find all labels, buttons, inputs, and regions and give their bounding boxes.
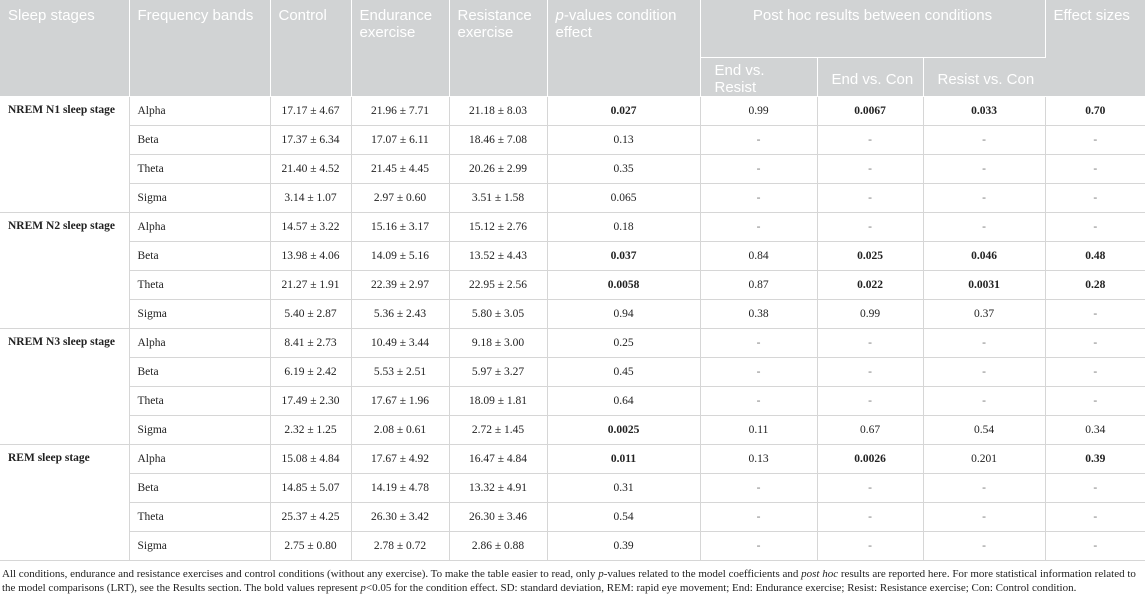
footnote-p1: p [598,568,604,580]
cell-resist-vs-con: - [923,213,1045,242]
table-row [0,242,1145,271]
cell-end-vs-resist: 0.38 [700,300,817,329]
cell-frequency-band: Theta [129,155,270,184]
cell-pvalue: 0.94 [547,300,700,329]
cell-frequency-band: Sigma [129,184,270,213]
cell-control: 25.37 ± 4.25 [270,503,351,532]
cell-endurance: 14.19 ± 4.78 [351,474,449,503]
header-pvalues-rest: -values condition effect [555,7,677,41]
cell-effect-size: 0.28 [1045,271,1145,300]
cell-control: 3.14 ± 1.07 [270,184,351,213]
cell-resist-vs-con: 0.37 [923,300,1045,329]
cell-resist-vs-con: - [923,532,1045,561]
footnote-part4: <0.05 for the condition effect. SD: standard deviation, REM: rapid eye movement; End: Endurance exercise; Resist: Resistance exercise; Con: Control condition. [365,582,1077,594]
header-resist-vs-con: Resist vs. Con [923,58,1045,97]
cell-effect-size: - [1045,155,1145,184]
cell-end-vs-con: 0.99 [817,300,923,329]
cell-end-vs-resist: - [700,126,817,155]
header-sleep-stages: Sleep stages [0,0,129,97]
cell-control: 14.85 ± 5.07 [270,474,351,503]
cell-control: 8.41 ± 2.73 [270,329,351,358]
header-resistance: Resistance exercise [449,0,547,97]
cell-resistance: 3.51 ± 1.58 [449,184,547,213]
cell-frequency-band: Alpha [129,445,270,474]
cell-frequency-band: Theta [129,387,270,416]
cell-frequency-band: Beta [129,358,270,387]
cell-frequency-band: Beta [129,474,270,503]
table-row [0,387,1145,416]
cell-pvalue: 0.25 [547,329,700,358]
cell-end-vs-resist: - [700,358,817,387]
cell-resistance: 15.12 ± 2.76 [449,213,547,242]
table-row [0,184,1145,213]
table-row [0,213,1145,242]
cell-pvalue: 0.18 [547,213,700,242]
cell-pvalue: 0.037 [547,242,700,271]
table-row [0,126,1145,155]
cell-pvalue: 0.45 [547,358,700,387]
cell-resist-vs-con: - [923,155,1045,184]
cell-pvalue: 0.64 [547,387,700,416]
cell-endurance: 2.78 ± 0.72 [351,532,449,561]
cell-resistance: 9.18 ± 3.00 [449,329,547,358]
cell-frequency-band: Alpha [129,97,270,126]
cell-end-vs-resist: 0.99 [700,97,817,126]
cell-resist-vs-con: 0.033 [923,97,1045,126]
cell-endurance: 21.45 ± 4.45 [351,155,449,184]
cell-frequency-band: Sigma [129,416,270,445]
cell-resistance: 22.95 ± 2.56 [449,271,547,300]
cell-end-vs-con: - [817,358,923,387]
header-effect-sizes: Effect sizes [1045,0,1145,97]
table-header [0,0,1145,97]
header-control: Control [270,0,351,97]
cell-resistance: 5.97 ± 3.27 [449,358,547,387]
cell-effect-size: - [1045,213,1145,242]
cell-end-vs-resist: - [700,155,817,184]
cell-resist-vs-con: - [923,184,1045,213]
table-footnote [0,561,1145,595]
cell-end-vs-con: - [817,184,923,213]
cell-end-vs-con: 0.025 [817,242,923,271]
cell-frequency-band: Alpha [129,329,270,358]
cell-end-vs-con: - [817,387,923,416]
table-row [0,329,1145,358]
cell-end-vs-resist: - [700,213,817,242]
cell-end-vs-con: - [817,474,923,503]
cell-resistance: 13.52 ± 4.43 [449,242,547,271]
cell-resistance: 2.86 ± 0.88 [449,532,547,561]
cell-control: 21.40 ± 4.52 [270,155,351,184]
cell-resistance: 18.09 ± 1.81 [449,387,547,416]
cell-effect-size: - [1045,358,1145,387]
cell-pvalue: 0.35 [547,155,700,184]
cell-endurance: 15.16 ± 3.17 [351,213,449,242]
cell-resistance: 13.32 ± 4.91 [449,474,547,503]
cell-effect-size: 0.48 [1045,242,1145,271]
cell-resist-vs-con: - [923,126,1045,155]
cell-frequency-band: Sigma [129,532,270,561]
cell-resistance: 26.30 ± 3.46 [449,503,547,532]
cell-end-vs-resist: - [700,503,817,532]
cell-effect-size: - [1045,329,1145,358]
cell-endurance: 2.08 ± 0.61 [351,416,449,445]
header-end-vs-resist: End vs. Resist [700,58,817,97]
cell-pvalue: 0.31 [547,474,700,503]
cell-pvalue: 0.39 [547,532,700,561]
header-frequency-bands: Frequency bands [129,0,270,97]
cell-control: 17.49 ± 2.30 [270,387,351,416]
cell-effect-size: 0.34 [1045,416,1145,445]
cell-sleep-stage: NREM N3 sleep stage [0,329,129,445]
cell-end-vs-con: - [817,126,923,155]
cell-resistance: 2.72 ± 1.45 [449,416,547,445]
cell-end-vs-con: 0.0067 [817,97,923,126]
cell-frequency-band: Theta [129,503,270,532]
table-row [0,532,1145,561]
cell-control: 5.40 ± 2.87 [270,300,351,329]
cell-end-vs-resist: - [700,474,817,503]
cell-endurance: 5.53 ± 2.51 [351,358,449,387]
cell-pvalue: 0.54 [547,503,700,532]
cell-sleep-stage: NREM N2 sleep stage [0,213,129,329]
cell-frequency-band: Beta [129,242,270,271]
cell-endurance: 17.07 ± 6.11 [351,126,449,155]
cell-end-vs-con: 0.022 [817,271,923,300]
cell-effect-size: 0.39 [1045,445,1145,474]
cell-control: 13.98 ± 4.06 [270,242,351,271]
cell-effect-size: - [1045,126,1145,155]
cell-resist-vs-con: - [923,387,1045,416]
cell-effect-size: 0.70 [1045,97,1145,126]
cell-frequency-band: Beta [129,126,270,155]
table-row [0,445,1145,474]
footnote-part1: All conditions, endurance and resistance exercises and control conditions (without any exercise). To make the table easier to read, only [2,568,599,580]
cell-sleep-stage: REM sleep stage [0,445,129,561]
cell-end-vs-con: - [817,155,923,184]
cell-resist-vs-con: - [923,474,1045,503]
cell-effect-size: - [1045,532,1145,561]
cell-pvalue: 0.027 [547,97,700,126]
cell-effect-size: - [1045,184,1145,213]
cell-control: 6.19 ± 2.42 [270,358,351,387]
footnote-part2: -values related to the model coefficients and [603,568,802,580]
header-pvalues [547,0,700,97]
cell-resistance: 16.47 ± 4.84 [449,445,547,474]
table-row [0,358,1145,387]
cell-endurance: 2.97 ± 0.60 [351,184,449,213]
header-pvalues-italic: p [555,7,564,24]
cell-end-vs-con: - [817,532,923,561]
table-row [0,300,1145,329]
footnote-part3: results are reported here. For more statistical information related to the model comparisons (LRT), see the Results section. The bold values represent [2,568,1136,594]
cell-pvalue: 0.0058 [547,271,700,300]
cell-endurance: 10.49 ± 3.44 [351,329,449,358]
header-end-vs-con: End vs. Con [817,58,923,97]
cell-effect-size: - [1045,503,1145,532]
cell-end-vs-resist: 0.11 [700,416,817,445]
cell-resist-vs-con: - [923,503,1045,532]
cell-control: 21.27 ± 1.91 [270,271,351,300]
cell-end-vs-con: - [817,503,923,532]
cell-resist-vs-con: - [923,358,1045,387]
cell-end-vs-resist: - [700,184,817,213]
cell-control: 14.57 ± 3.22 [270,213,351,242]
cell-end-vs-resist: 0.13 [700,445,817,474]
cell-frequency-band: Theta [129,271,270,300]
cell-resistance: 20.26 ± 2.99 [449,155,547,184]
cell-control: 17.17 ± 4.67 [270,97,351,126]
table-row [0,503,1145,532]
cell-pvalue: 0.065 [547,184,700,213]
cell-pvalue: 0.0025 [547,416,700,445]
cell-end-vs-con: 0.67 [817,416,923,445]
cell-resistance: 21.18 ± 8.03 [449,97,547,126]
cell-control: 15.08 ± 4.84 [270,445,351,474]
cell-resist-vs-con: 0.0031 [923,271,1045,300]
cell-end-vs-con: 0.0026 [817,445,923,474]
cell-endurance: 22.39 ± 2.97 [351,271,449,300]
cell-pvalue: 0.13 [547,126,700,155]
table-row [0,155,1145,184]
cell-frequency-band: Sigma [129,300,270,329]
cell-endurance: 17.67 ± 1.96 [351,387,449,416]
cell-end-vs-resist: 0.84 [700,242,817,271]
table-row [0,416,1145,445]
cell-effect-size: - [1045,300,1145,329]
footnote-posthoc: post hoc [801,568,839,580]
cell-end-vs-con: - [817,213,923,242]
cell-effect-size: - [1045,387,1145,416]
cell-control: 17.37 ± 6.34 [270,126,351,155]
cell-endurance: 14.09 ± 5.16 [351,242,449,271]
cell-endurance: 5.36 ± 2.43 [351,300,449,329]
cell-control: 2.32 ± 1.25 [270,416,351,445]
cell-frequency-band: Alpha [129,213,270,242]
cell-end-vs-resist: - [700,329,817,358]
cell-end-vs-resist: 0.87 [700,271,817,300]
cell-resistance: 5.80 ± 3.05 [449,300,547,329]
cell-endurance: 21.96 ± 7.71 [351,97,449,126]
cell-sleep-stage: NREM N1 sleep stage [0,97,129,213]
cell-end-vs-resist: - [700,532,817,561]
table-row [0,271,1145,300]
cell-resist-vs-con: - [923,329,1045,358]
header-endurance: Endurance exercise [351,0,449,97]
cell-end-vs-resist: - [700,387,817,416]
cell-endurance: 17.67 ± 4.92 [351,445,449,474]
cell-end-vs-con: - [817,329,923,358]
table-row [0,474,1145,503]
header-posthoc: Post hoc results between conditions [700,0,1045,58]
cell-effect-size: - [1045,474,1145,503]
cell-resist-vs-con: 0.54 [923,416,1045,445]
footnote-p2: p [360,582,366,594]
cell-resist-vs-con: 0.201 [923,445,1045,474]
cell-resistance: 18.46 ± 7.08 [449,126,547,155]
cell-endurance: 26.30 ± 3.42 [351,503,449,532]
table-body [0,97,1145,561]
cell-control: 2.75 ± 0.80 [270,532,351,561]
table-row [0,97,1145,126]
cell-pvalue: 0.011 [547,445,700,474]
cell-resist-vs-con: 0.046 [923,242,1045,271]
